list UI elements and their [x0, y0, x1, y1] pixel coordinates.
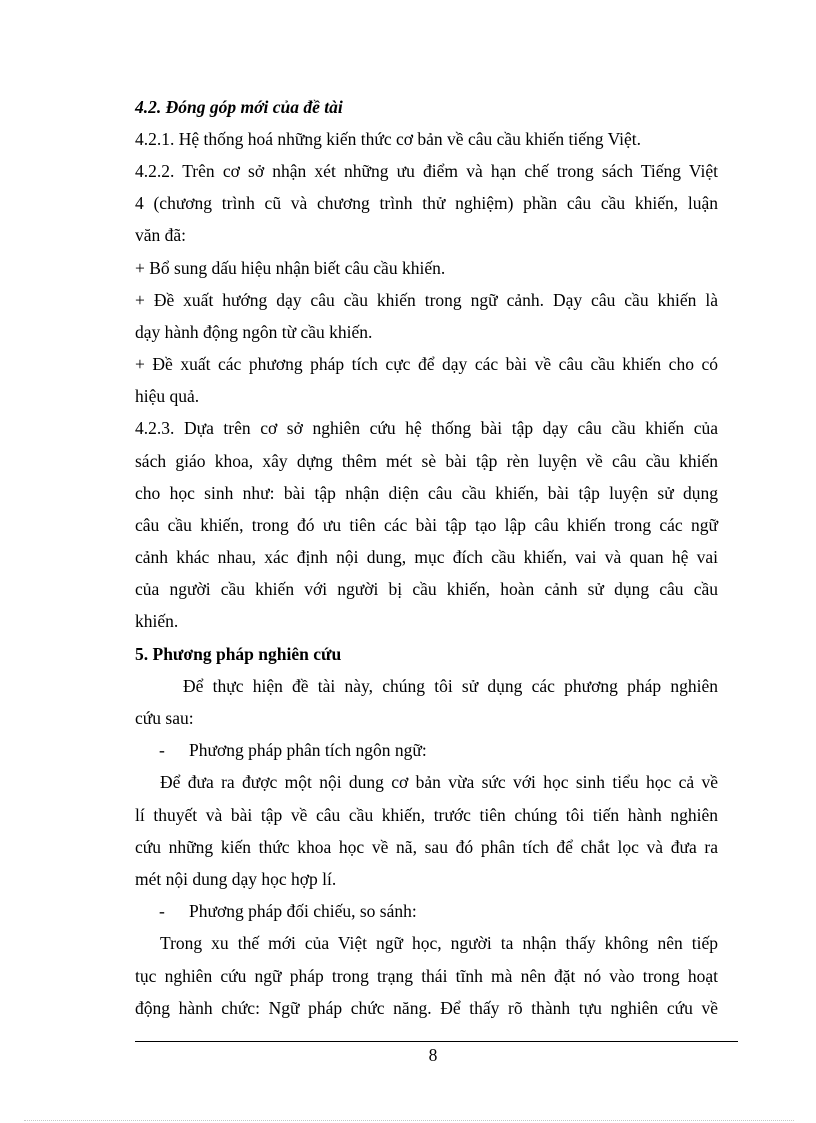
bullet-item-line: + Đề xuất các phương pháp tích cực để dạy các bài về câu cầu khiến cho có — [135, 354, 718, 374]
paragraph-4-2-3-line: 4.2.3. Dựa trên cơ sở nghiên cứu hệ thống bài tập dạy câu cầu khiến của — [135, 418, 718, 438]
method-item-comparison — [135, 900, 718, 922]
footer-divider — [135, 1041, 738, 1042]
method-label: Phương pháp phân tích ngôn ngữ: — [189, 740, 427, 760]
method-body-line: cứu những kiến thức khoa học về nã, sau đó phân tích để chắt lọc và đưa ra — [135, 837, 718, 857]
paragraph-4-2-3-line: khiến. — [135, 611, 179, 631]
method-body-line: Để đưa ra được một nội dung cơ bản vừa sức với học sinh tiểu học cả về — [160, 772, 718, 792]
paragraph-4-2-3-line: câu cầu khiến, trong đó ưu tiên các bài tập tạo lập câu khiến trong các ngữ — [135, 515, 718, 535]
paragraph-4-2-2-line: văn đã: — [135, 225, 187, 245]
method-body-line: động hành chức: Ngữ pháp chức năng. Để thấy rõ thành tựu nghiên cứu về — [135, 998, 718, 1018]
paragraph-4-2-1: 4.2.1. Hệ thống hoá những kiến thức cơ bản về câu cầu khiến tiếng Việt. — [135, 129, 642, 149]
method-body-line: tục nghiên cứu ngữ pháp trong trạng thái tĩnh mà nên đặt nó vào trong hoạt — [135, 966, 718, 986]
method-label: Phương pháp đối chiếu, so sánh: — [189, 901, 417, 921]
method-body-line: mét nội dung dạy học hợp lí. — [135, 869, 337, 889]
list-dash: - — [159, 740, 165, 760]
paragraph-4-2-3-line: của người cầu khiến với người bị cầu khiến, hoàn cảnh sử dụng câu cầu — [135, 579, 718, 599]
bullet-item-line: hiệu quả. — [135, 386, 200, 406]
bullet-item-line: + Đề xuất hướng dạy câu cầu khiến trong ngữ cảnh. Dạy câu cầu khiến là — [135, 290, 718, 310]
paragraph-4-2-2-line: 4.2.2. Trên cơ sở nhận xét những ưu điểm và hạn chế trong sách Tiếng Việt — [135, 161, 718, 181]
page-bottom-border — [24, 1120, 794, 1121]
section-heading-4-2: 4.2. Đóng góp mới của đề tài — [135, 97, 343, 117]
page-number: 8 — [428, 1045, 438, 1065]
bullet-item-line: dạy hành động ngôn từ cầu khiến. — [135, 322, 373, 342]
bullet-item: + Bổ sung dấu hiệu nhận biết câu cầu khiến. — [135, 258, 446, 278]
paragraph-4-2-3-line: sách giáo khoa, xây dựng thêm mét sè bài tập rèn luyện về câu cầu khiến — [135, 451, 718, 471]
method-item-analysis — [135, 739, 718, 761]
intro-line: Để thực hiện đề tài này, chúng tôi sử dụng các phương pháp nghiên — [183, 676, 718, 696]
method-body-line: lí thuyết và bài tập về câu cầu khiến, trước tiên chúng tôi tiến hành nghiên — [135, 805, 718, 825]
paragraph-4-2-3-line: cho học sinh như: bài tập nhận diện câu cầu khiến, bài tập luyện sử dụng — [135, 483, 718, 503]
intro-line: cứu sau: — [135, 708, 194, 728]
list-dash: - — [159, 901, 165, 921]
paragraph-4-2-3-line: cảnh khác nhau, xác định nội dung, mục đích cầu khiến, vai và quan hệ vai — [135, 547, 718, 567]
section-heading-5: 5. Phương pháp nghiên cứu — [135, 644, 342, 664]
method-body-line: Trong xu thế mới của Việt ngữ học, người ta nhận thấy không nên tiếp — [160, 933, 718, 953]
paragraph-4-2-2-line: 4 (chương trình cũ và chương trình thử nghiệm) phần câu cầu khiến, luận — [135, 193, 718, 213]
